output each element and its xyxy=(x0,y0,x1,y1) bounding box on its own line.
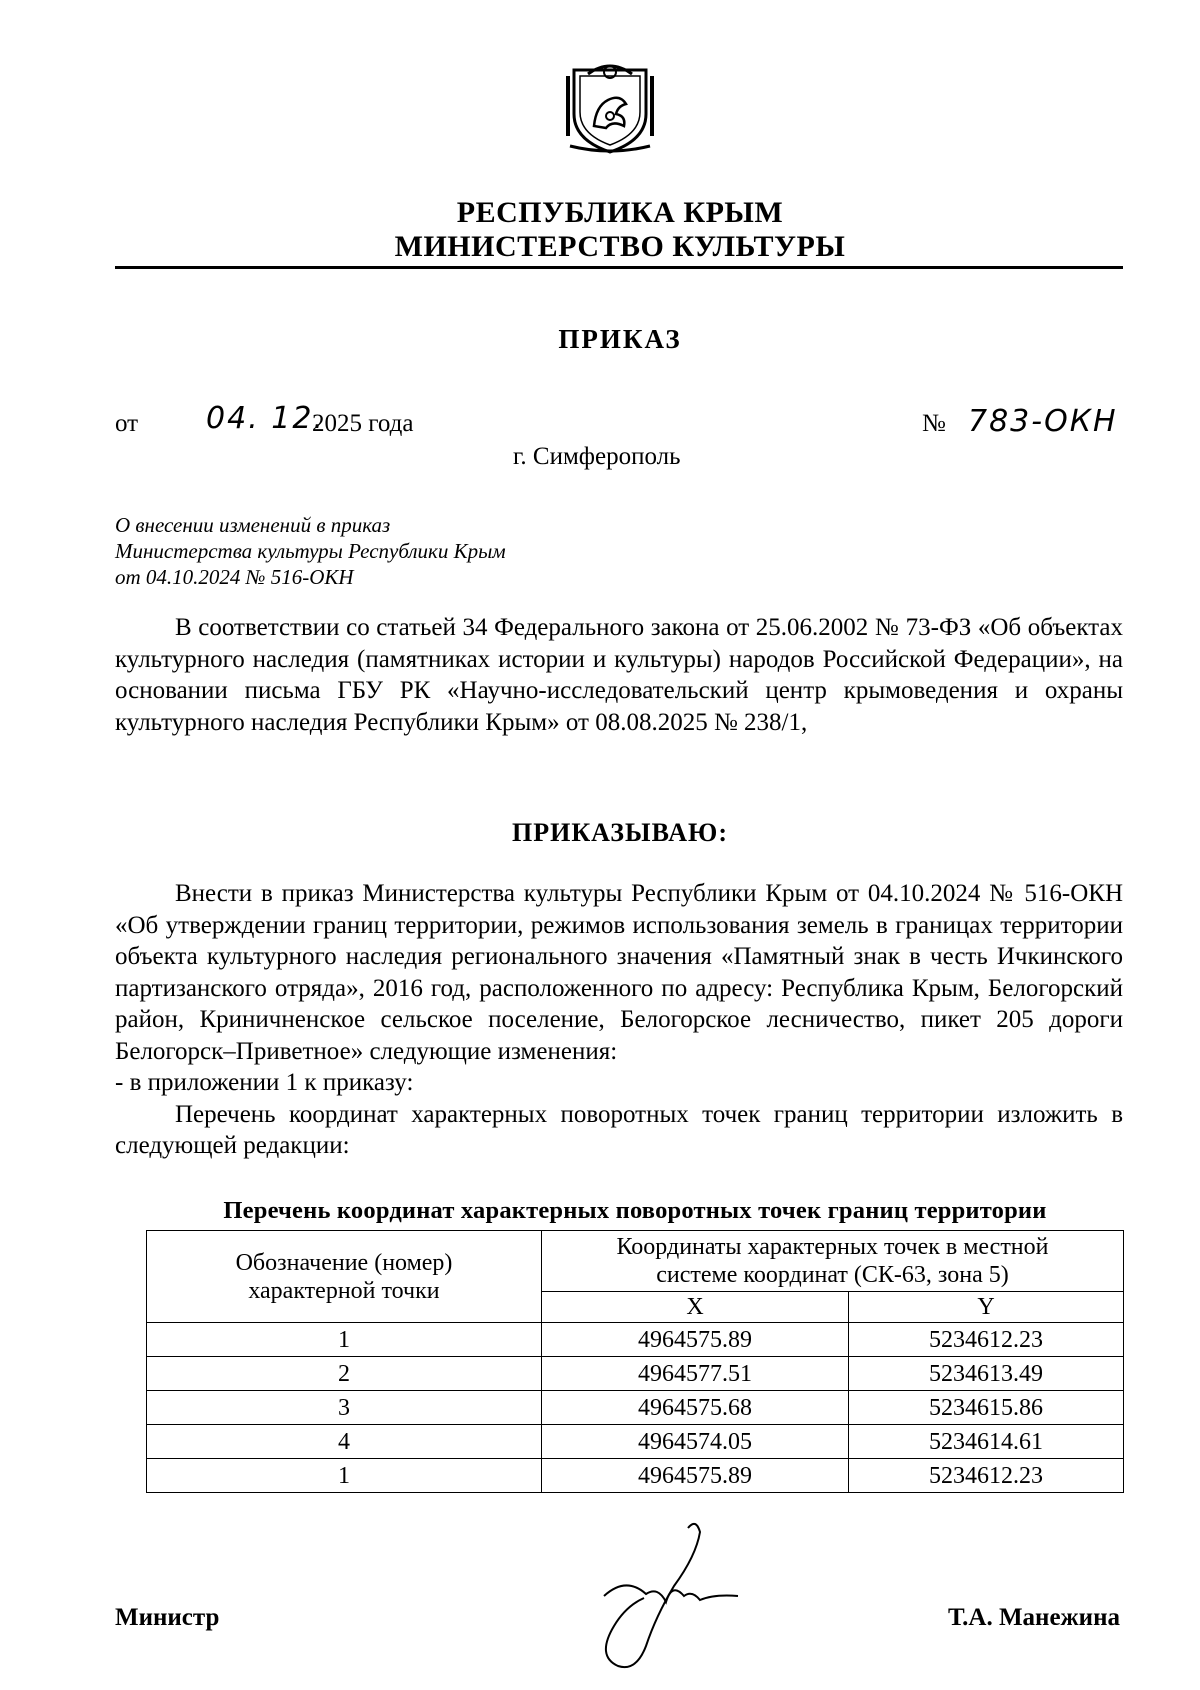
preamble-paragraph: В соответствии со статьей 34 Федерального закона от 25.06.2002 № 73-ФЗ «Об объектах культурного наследия (памятниках истории и культуры) народов Российской Федерации», на основании письма ГБУ РК «Научно-исследовательский центр крымоведения и охраны культурного наследия Республики Крым» от 08.08.2025 № 238/1, xyxy=(115,614,1123,736)
y-cell: 5234615.86 xyxy=(849,1391,1124,1425)
signer-position: Министр xyxy=(115,1604,220,1631)
y-cell: 5234613.49 xyxy=(849,1357,1124,1391)
subject-line: О внесении изменений в приказ xyxy=(115,513,391,537)
point-column-header: Обозначение (номер) характерной точки xyxy=(147,1231,542,1323)
handwritten-signature-icon xyxy=(596,1516,756,1676)
order-heading: ПРИКАЗЫВАЮ: xyxy=(512,818,728,847)
point-cell: 2 xyxy=(147,1357,542,1391)
point-cell: 1 xyxy=(147,1323,542,1357)
table-row xyxy=(147,1357,1124,1391)
x-cell: 4964575.89 xyxy=(542,1459,849,1493)
header-republic: РЕСПУБЛИКА КРЫМ xyxy=(456,196,784,229)
x-cell: 4964577.51 xyxy=(542,1357,849,1391)
order-main-paragraph: Внести в приказ Министерства культуры Республики Крым от 04.10.2024 № 516-ОКН «Об утверждении границ территории, режимов использования земель в границах территории объекта культурного наследия регионального значения «Памятный знак в честь Ичкинского партизанского отряда», 2016 год, расположенного по адресу: Республика Крым, Белогорский район, Криничненское сельское поселение, Белогорское лесничество, пикет 205 дороги Белогорск–Приветное» следующие изменения: xyxy=(115,880,1123,1065)
y-cell: 5234612.23 xyxy=(849,1323,1124,1357)
city: г. Симферополь xyxy=(513,443,681,470)
table-row xyxy=(147,1323,1124,1357)
order-item: - в приложении 1 к приказу: xyxy=(115,1069,414,1096)
coords-column-header: Координаты характерных точек в местной системе координат (СК-63, зона 5) xyxy=(542,1231,1124,1292)
header-ministry: МИНИСТЕРСТВО КУЛЬТУРЫ xyxy=(394,230,846,263)
point-cell: 3 xyxy=(147,1391,542,1425)
number-label: № xyxy=(922,410,946,437)
x-cell: 4964575.68 xyxy=(542,1391,849,1425)
y-cell: 5234612.23 xyxy=(849,1459,1124,1493)
header-divider xyxy=(115,266,1123,269)
document-title: ПРИКАЗ xyxy=(558,324,682,354)
date-prefix: от xyxy=(115,410,139,437)
x-cell: 4964575.89 xyxy=(542,1323,849,1357)
table-row xyxy=(147,1425,1124,1459)
point-cell: 1 xyxy=(147,1459,542,1493)
point-cell: 4 xyxy=(147,1425,542,1459)
table-row xyxy=(147,1391,1124,1425)
subject-line: от 04.10.2024 № 516-ОКН xyxy=(115,565,354,589)
table-row xyxy=(147,1459,1124,1493)
y-cell: 5234614.61 xyxy=(849,1425,1124,1459)
x-cell: 4964574.05 xyxy=(542,1425,849,1459)
subject-line: Министерства культуры Республики Крым xyxy=(115,539,506,563)
crimea-coat-of-arms-icon xyxy=(566,56,654,156)
table-caption: Перечень координат характерных поворотных точек границ территории xyxy=(223,1197,1047,1224)
order-list-text: Перечень координат характерных поворотных точек границ территории изложить в следующей редакции: xyxy=(115,1100,1123,1159)
x-column-header: X xyxy=(542,1292,849,1323)
date-year: 2025 года xyxy=(312,410,414,437)
coordinates-table xyxy=(146,1230,1124,1493)
number-handwritten: 783-ОКН xyxy=(968,404,1118,439)
table-header-row xyxy=(147,1231,1124,1292)
date-handwritten: 04. 12. xyxy=(206,401,325,436)
order-body xyxy=(115,878,1123,1162)
signer-name: Т.А. Манежина xyxy=(947,1604,1120,1631)
subject-block xyxy=(115,512,506,590)
y-column-header: Y xyxy=(849,1292,1124,1323)
